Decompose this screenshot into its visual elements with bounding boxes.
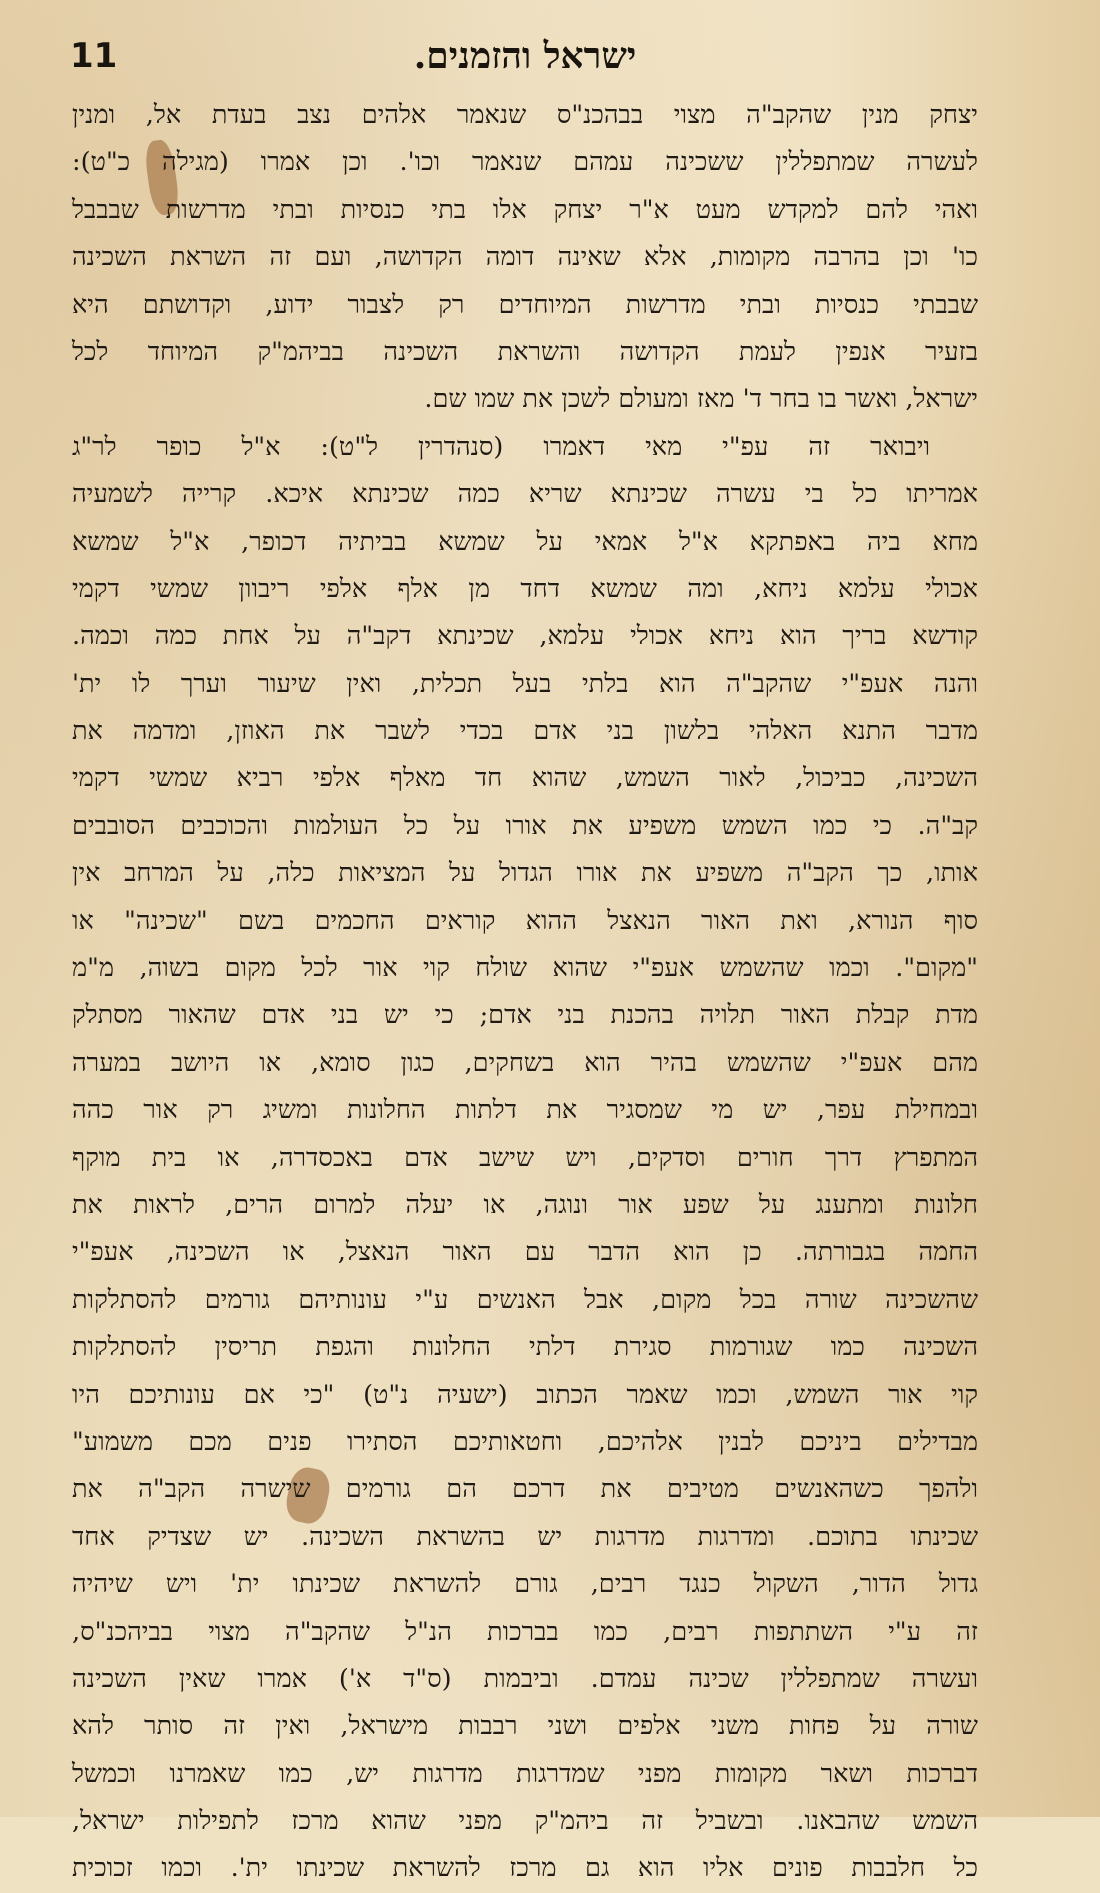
text-line: שורה על פחות משני אלפים ושני רבבות מישראל, ואין זה סותר להא xyxy=(72,1711,978,1742)
text-line: המתפרץ דרך חורים וסדקים, ויש שישב אדם באכסדרה, או בית מוקף xyxy=(72,1142,978,1173)
running-title: ישראל והזמנים. xyxy=(413,35,637,77)
text-line: כו' וכן בהרבה מקומות, אלא שאינה דומה הקדושה, ועם זה השראת השכינה xyxy=(72,242,978,273)
text-line: יצחק מנין שהקב"ה מצוי בבהכנ"ס שנאמר אלהים נצב בעדת אל, ומנין xyxy=(72,100,978,130)
text-line: מבדילים ביניכם לבנין אלהיכם, וחטאותיכם הסתירו פנים מכם משמוע" xyxy=(72,1426,978,1457)
text-line: כל חלבבות פונים אליו הוא גם מרכז להשראת שכינתו ית'. וכמו זכוכית xyxy=(72,1853,978,1884)
body-text xyxy=(72,92,978,1893)
text-line: סוף הנורא, ואת האור הנאצל ההוא קוראים החכמים בשם "שכינה" או xyxy=(72,905,978,936)
text-line: מדבר התנא האלהי בלשון בני אדם בכדי לשבר את האוזן, ומדמה את xyxy=(72,716,978,747)
paragraph-start-line: ויבואר זה עפ"י מאי דאמרו (סנהדרין ל"ט): א"ל כופר לר"ג xyxy=(72,431,930,462)
text-line: שכינתו בתוכם. ומדרגות מדרגות יש בהשראת השכינה. יש שצדיק אחד xyxy=(72,1521,978,1552)
text-line: אמריתו כל בי עשרה שכינתא שריא כמה שכינתא איכא. קרייה לשמעיה xyxy=(72,479,978,510)
text-line: ישראל, ואשר בו בחר ד' מאז ומעולם לשכן את שמו שם. xyxy=(424,384,978,415)
text-line: מהם אעפ"י שהשמש בהיר הוא בשחקים, כגון סומא, או היושב במערה xyxy=(72,1047,978,1078)
text-line: ולהפך כשהאנשים מטיבים את דרכם הם גורמים שישרה הקב"ה את xyxy=(72,1474,978,1505)
text-line: גדול הדור, השקול כנגד רבים, גורם להשראת שכינתו ית' ויש שיהיה xyxy=(72,1569,978,1600)
text-line: בזעיר אנפין לעמת הקדושה והשראת השכינה בביהמ"ק המיוחד לכל xyxy=(72,336,978,367)
page-number: 11 xyxy=(70,36,118,76)
text-line: קוי אור השמש, וכמו שאמר הכתוב (ישעיה נ"ט) "כי אם עונותיכם היו xyxy=(72,1379,978,1410)
text-line: "מקום". וכמו שהשמש אעפ"י שהוא שולח קוי אור לכל מקום בשוה, מ"מ xyxy=(72,953,978,984)
text-line: קודשא בריך הוא ניחא אכולי עלמא, שכינתא דקב"ה על אחת כמה וכמה. xyxy=(72,621,978,652)
text-line: שהשכינה שורה בכל מקום, אבל האנשים ע"י עונותיהם גורמים להסתלקות xyxy=(72,1284,978,1315)
text-line: דברכות ושאר מקומות מפני שמדרגות מדרגות יש, כמו שאמרנו וכמשל xyxy=(72,1758,978,1789)
text-line: לעשרה שמתפללין ששכינה עמהם שנאמר וכו'. וכן אמרו (מגילה כ"ט): xyxy=(72,147,978,178)
text-line: והנה אעפ"י שהקב"ה הוא בלתי בעל תכלית, ואין שיעור וערך לו ית' xyxy=(72,668,978,699)
text-line: השכינה כמו שגורמות סגירת דלתי החלונות והגפת תריסין להסתלקות xyxy=(72,1332,978,1363)
text-line: קב"ה. כי כמו השמש משפיע את אורו על כל העולמות והכוכבים הסובבים xyxy=(72,810,978,841)
page-header xyxy=(70,26,980,86)
text-line: מדת קבלת האור תלויה בהכנת בני אדם; כי יש בני אדם שהאור מסתלק xyxy=(72,1000,978,1031)
text-line: אותו, כך הקב"ה משפיע את אורו הגדול על המציאות כלה, על המרחב אין xyxy=(72,858,978,889)
text-line: שבבתי כנסיות ובתי מדרשות המיוחדים רק לצבור ידוע, וקדושתם היא xyxy=(72,289,978,320)
text-line: ובמחילת עפר, יש מי שמסגיר את דלתות החלונות ומשיג רק אור כהה xyxy=(72,1095,978,1126)
text-line: חלונות ומתענג על שפע אור ונוגה, או יעלה למרום הרים, לראות את xyxy=(72,1189,978,1220)
text-line: מחא ביה באפתקא א"ל אמאי על שמשא בביתיה דכופר, א"ל שמשא xyxy=(72,526,978,557)
text-line: אכולי עלמא ניחא, ומה שמשא דחד מן אלף אלפי ריבוון שמשי דקמי xyxy=(72,573,978,604)
text-line: השכינה, כביכול, לאור השמש, שהוא חד מאלף אלפי רביא שמשי דקמי xyxy=(72,763,978,794)
text-line: ועשרה שמתפללין שכינה עמדם. וביבמות (ס"ד א') אמרו שאין השכינה xyxy=(72,1663,978,1694)
text-line: החמה בגבורתה. כן הוא הדבר עם האור הנאצל, או השכינה, אעפ"י xyxy=(72,1237,978,1268)
text-line: ואהי להם למקדש מעט א"ר יצחק אלו בתי כנסיות ובתי מדרשות שבבבל xyxy=(72,194,978,225)
text-line: זה ע"י השתתפות רבים, כמו בברכות הנ"ל שהקב"ה מצוי בביהכנ"ס, xyxy=(72,1616,978,1647)
text-line: השמש שהבאנו. ובשביל זה ביהמ"ק מפני שהוא מרכז לתפילות ישראל, xyxy=(72,1806,978,1837)
